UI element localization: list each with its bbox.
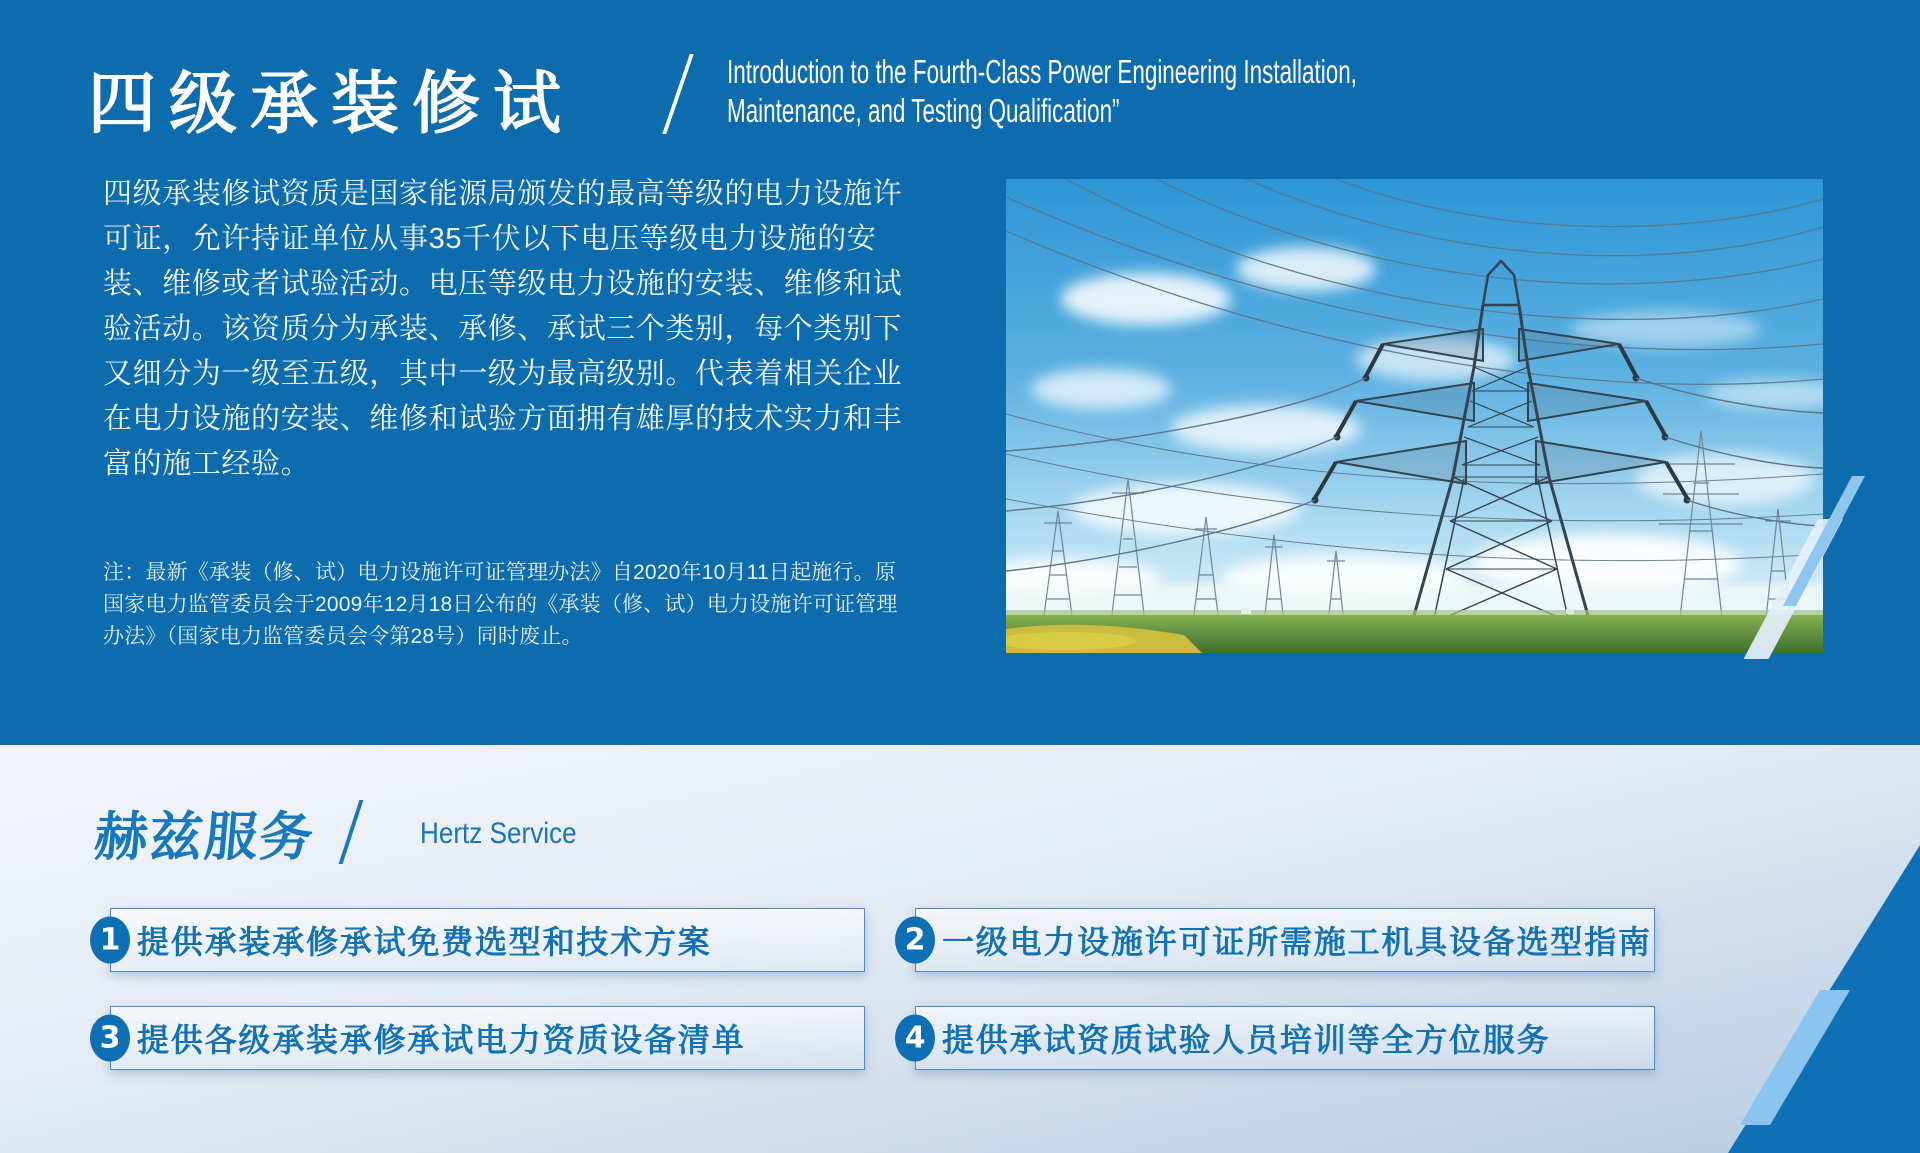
page-title-en-line2: Maintenance, and Testing Qualification” [727,92,1120,129]
service-item-1 [99,908,865,972]
intro-paragraph-line: 富的施工经验。 [103,448,311,480]
item-number-badge: 1 [90,917,130,964]
transmission-towers-photo [1006,179,1823,653]
service-item-2 [904,908,1655,972]
regulation-note-line: 注：最新《承装（修、试）电力设施许可证管理办法》自2020年10月11日起施行。原 [103,561,897,584]
page-title-en [727,52,1653,130]
service-item-3 [99,1006,865,1070]
transmission-towers-illustration [1006,179,1823,653]
intro-paragraph [103,172,902,487]
intro-paragraph-line: 可证，允许持证单位从事35千伏以下电压等级电力设施的安 [103,223,877,255]
intro-paragraph-line: 四级承装修试资质是国家能源局颁发的最高等级的电力设施许 [103,178,903,210]
regulation-note-line: 办法》（国家电力监管委员会令第28号）同时废止。 [103,625,583,648]
title-slash-divider [662,54,694,134]
service-item-label: 提供各级承装承修承试电力资质设备清单 [137,1022,746,1058]
intro-paragraph-line: 在电力设施的安装、维修和试验方面拥有雄厚的技术实力和丰 [103,403,903,435]
item-number-badge: 2 [895,917,935,964]
services-title-cn: 赫兹服务 [92,808,318,867]
service-item-label: 提供承试资质试验人员培训等全方位服务 [942,1022,1551,1058]
intro-paragraph-line: 又细分为一级至五级，其中一级为最高级别。代表着相关企业 [103,358,903,390]
service-item-label: 提供承装承修承试免费选型和技术方案 [137,924,712,960]
regulation-note [103,557,898,653]
service-item-label: 一级电力设施许可证所需施工机具设备选型指南 [942,924,1652,960]
page-title-cn: 四级承装修试 [88,66,575,142]
regulation-note-line: 国家电力监管委员会于2009年12月18日公布的《承装（修、试）电力设施许可证管理 [103,593,898,616]
item-number-badge: 4 [895,1015,935,1062]
intro-paragraph-line: 装、维修或者试验活动。电压等级电力设施的安装、维修和试 [103,268,903,300]
service-item-4 [904,1006,1655,1070]
item-number-badge: 3 [90,1015,130,1062]
page-title-en-line1: Introduction to the Fourth-Class Power Engineering Installation, [727,53,1357,90]
intro-paragraph-line: 验活动。该资质分为承装、承修、承试三个类别，每个类别下 [103,313,903,345]
services-title-en: Hertz Service [420,817,577,850]
